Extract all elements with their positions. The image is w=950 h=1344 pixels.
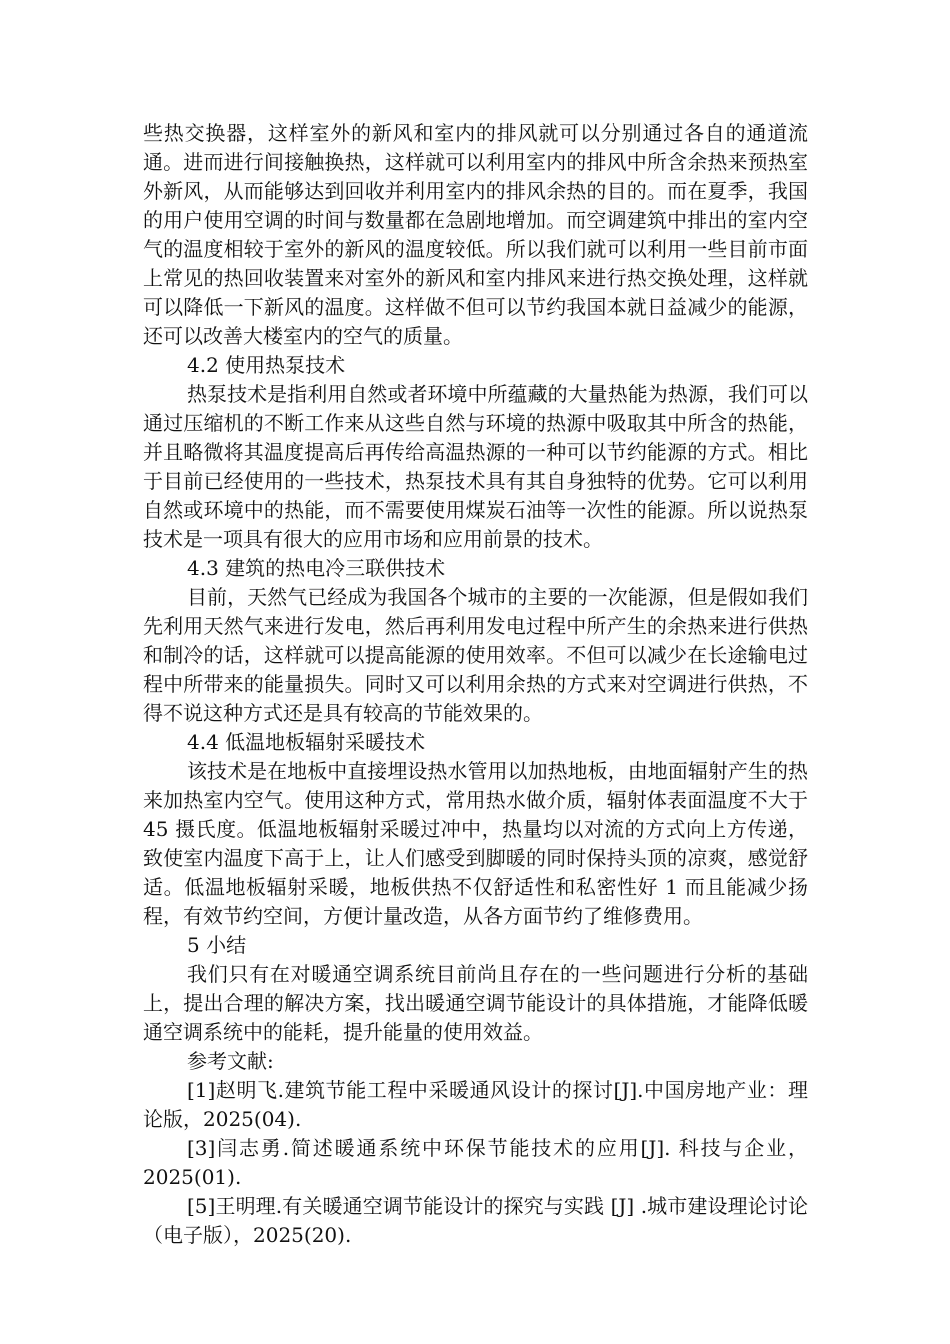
- paragraph-summary: 我们只有在对暖通空调系统目前尚且存在的一些问题进行分析的基础上，提出合理的解决方案，找出暖通空调节能设计的具体措施，才能降低暖通空调系统中的能耗，提升能量的使用效益。: [143, 962, 808, 1044]
- paragraph-heat-pump: 热泵技术是指利用自然或者环境中所蕴藏的大量热能为热源，我们可以通过压缩机的不断工作来从这些自然与环境的热源中吸取其中所含的热能，并且略微将其温度提高后再传给高温热源的一种可以节约能源的方式。相比于目前已经使用的一些技术，热泵技术具有其自身独特的优势。它可以利用自然或环境中的热能，而不需要使用煤炭石油等一次性的能源。所以说热泵技术是一项具有很大的应用市场和应用前景的技术。: [143, 382, 808, 551]
- section-heading-4-3: 4.3 建筑的热电冷三联供技术: [187, 556, 446, 580]
- reference-item-5: [5]王明理.有关暖通空调节能设计的探究与实践 [J] .城市建设理论讨论（电子版），2025(20).: [143, 1194, 808, 1247]
- paragraph-heat-exchanger: 些热交换器，这样室外的新风和室内的排风就可以分别通过各自的通道流通。进而进行间接触换热，这样就可以利用室内的排风中所含余热来预热室外新风，从而能够达到回收并利用室内的排风余热的目的。而在夏季，我国的用户使用空调的时间与数量都在急剧地增加。而空调建筑中排出的室内空气的温度相较于室外的新风的温度较低。所以我们就可以利用一些目前市面上常见的热回收装置来对室外的新风和室内排风来进行热交换处理，这样就可以降低一下新风的温度。这样做不但可以节约我国本就日益减少的能源，还可以改善大楼室内的空气的质量。: [143, 121, 808, 348]
- section-heading-5: 5 小结: [187, 933, 247, 957]
- reference-item-3: [3]闫志勇.简述暖通系统中环保节能技术的应用[J]. 科技与企业，2025(01).: [143, 1136, 808, 1189]
- section-heading-4-4: 4.4 低温地板辐射采暖技术: [187, 730, 426, 754]
- references-title: 参考文献:: [187, 1049, 274, 1073]
- paragraph-floor-heating: 该技术是在地板中直接埋设热水管用以加热地板，由地面辐射产生的热来加热室内空气。使用这种方式，常用热水做介质，辐射体表面温度不大于 45 摄氏度。低温地板辐射采暖过冲中，热量均以对流的方式向上方传递，致使室内温度下高于上，让人们感受到脚暖的同时保持头顶的凉爽，感觉舒适。低温地板辐射采暖，地板供热不仅舒适性和私密性好 1 而且能减少扬程，有效节约空间，方便计量改造，从各方面节约了维修费用。: [143, 759, 808, 928]
- document-page: [143, 119, 808, 1250]
- section-heading-4-2: 4.2 使用热泵技术: [187, 353, 346, 377]
- paragraph-cchp: 目前，天然气已经成为我国各个城市的主要的一次能源，但是假如我们先利用天然气来进行发电，然后再利用发电过程中所产生的余热来进行供热和制冷的话，这样就可以提高能源的使用效率。不但可以减少在长途输电过程中所带来的能量损失。同时又可以利用余热的方式来对空调进行供热，不得不说这种方式还是具有较高的节能效果的。: [143, 585, 808, 725]
- reference-item-1: [1]赵明飞.建筑节能工程中采暖通风设计的探讨[J].中国房地产业：理论版，2025(04).: [143, 1078, 808, 1131]
